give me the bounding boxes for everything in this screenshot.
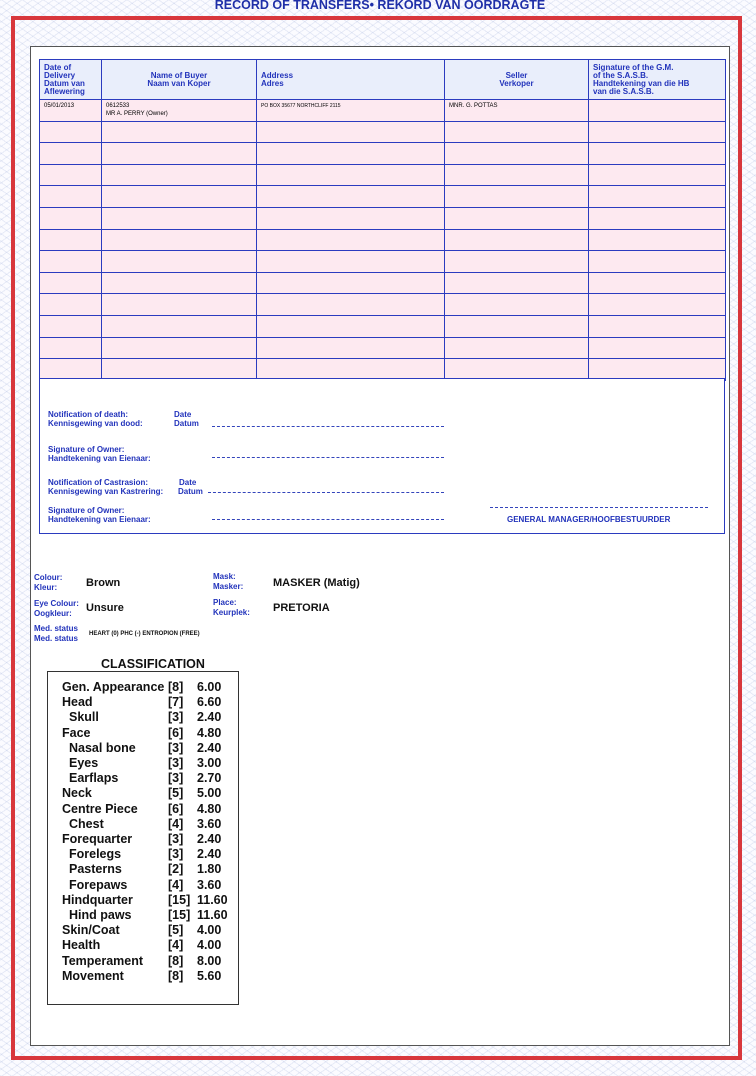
table-cell (589, 164, 726, 186)
classification-max: [8] (168, 968, 184, 983)
table-row (40, 143, 726, 165)
table-cell (589, 315, 726, 337)
table-cell (102, 186, 257, 208)
classification-score: 1.80 (197, 862, 222, 877)
table-cell (445, 164, 589, 186)
mask-value: MASKER (Matig) (273, 577, 360, 589)
classification-score: 3.00 (197, 756, 222, 770)
table-cell (40, 272, 102, 294)
table-cell (445, 229, 589, 251)
classification-score: 2.40 (197, 710, 222, 725)
classification-name: Forelegs (69, 847, 122, 862)
castration-date-label: Date Datum (178, 478, 203, 496)
classification-name: Face (62, 725, 91, 740)
table-cell (40, 207, 102, 229)
classification-name: Neck (62, 786, 92, 801)
colour-value: Brown (86, 577, 121, 589)
cell-buyer: 0612533 MR A. PERRY (Owner) (102, 100, 257, 122)
classification-max: [3] (168, 771, 184, 786)
table-cell (102, 315, 257, 337)
med-status-label: Med. status Med. status (34, 624, 79, 643)
classification-score: 5.00 (197, 786, 222, 801)
table-row (40, 100, 726, 122)
death-label: Notification of death: Kennisgewing van dood: (48, 410, 143, 428)
cell-seller: MNR. G. POTTAS (445, 100, 589, 122)
classification-max: [3] (168, 756, 184, 770)
table-row (40, 272, 726, 294)
table-cell (589, 229, 726, 251)
table-row (40, 164, 726, 186)
cell-signature (589, 100, 726, 122)
header-signature: Signature of the G.M. of the S.A.S.B. Handtekening van die HB van die S.A.S.B. (589, 60, 726, 100)
table-cell (102, 251, 257, 273)
classification-name: Centre Piece (62, 801, 138, 816)
table-cell (257, 337, 445, 359)
table-cell (257, 272, 445, 294)
table-cell (445, 186, 589, 208)
classification-score: 4.80 (197, 801, 222, 816)
classification-max: [3] (168, 710, 184, 725)
table-cell (445, 207, 589, 229)
table-cell (257, 121, 445, 143)
classification-score: 4.00 (197, 938, 222, 953)
table-cell (257, 164, 445, 186)
owner-signature-line-2[interactable] (212, 519, 444, 520)
table-cell (589, 121, 726, 143)
classification-max: [3] (168, 740, 184, 755)
table-cell (102, 121, 257, 143)
table-cell (445, 251, 589, 273)
table-cell (102, 229, 257, 251)
classification-max: [7] (168, 695, 184, 710)
table-cell (102, 359, 257, 381)
classification-name: Forequarter (62, 832, 133, 846)
table-row (40, 359, 726, 381)
classification-score: 11.60 (197, 908, 228, 922)
transfers-table (39, 59, 726, 381)
classification-score: 11.60 (197, 892, 228, 907)
classification-max: [8] (168, 953, 184, 968)
classification-name: Pasterns (69, 862, 122, 877)
classification-name: Skull (69, 710, 99, 725)
table-cell (102, 272, 257, 294)
classification-max: [6] (168, 801, 184, 816)
classification-max: [6] (168, 725, 184, 740)
classification-score: 3.60 (197, 877, 222, 892)
mask-label: Mask: Masker: (213, 572, 244, 591)
classification-name: Nasal bone (69, 740, 136, 755)
table-row (40, 337, 726, 359)
classification-max: [8] (168, 680, 184, 694)
classification-max: [3] (168, 847, 184, 862)
table-cell (589, 337, 726, 359)
table-cell (40, 164, 102, 186)
med-status-value: HEART (0) PHC (-) ENTROPION (FREE) (89, 631, 200, 637)
table-cell (445, 272, 589, 294)
classification-name: Skin/Coat (62, 923, 120, 938)
classification-name: Hindquarter (62, 892, 133, 907)
classification-name: Hind paws (69, 908, 132, 922)
classification-score: 2.40 (197, 832, 222, 846)
classification-max: [4] (168, 877, 184, 892)
classification-max: [5] (168, 786, 184, 801)
place-value: PRETORIA (273, 602, 330, 614)
table-cell (589, 143, 726, 165)
classification-title: CLASSIFICATION (101, 657, 205, 671)
table-row (40, 294, 726, 316)
eye-colour-value: Unsure (86, 602, 124, 614)
table-row (40, 251, 726, 273)
table-cell (40, 229, 102, 251)
table-cell (257, 315, 445, 337)
castration-date-line[interactable] (208, 492, 444, 493)
classification-name: Movement (62, 968, 124, 983)
death-date-line[interactable] (212, 426, 444, 427)
classification-score: 3.60 (197, 816, 222, 831)
table-cell (40, 121, 102, 143)
table-cell (40, 251, 102, 273)
table-cell (445, 337, 589, 359)
table-cell (257, 186, 445, 208)
classification-max: [15] (168, 892, 191, 907)
table-row (40, 315, 726, 337)
classification-max: [3] (168, 832, 184, 846)
table-row (40, 186, 726, 208)
table-cell (589, 294, 726, 316)
table-cell (40, 186, 102, 208)
general-manager-label: GENERAL MANAGER/HOOFBESTUURDER (507, 515, 671, 524)
classification-name: Gen. Appearance (62, 680, 165, 694)
table-cell (40, 337, 102, 359)
colour-label: Colour: Kleur: (34, 573, 63, 592)
classification-max: [4] (168, 816, 184, 831)
classification-max: [15] (168, 908, 191, 922)
owner-signature-label-1: Signature of Owner: Handtekening van Eienaar: (48, 445, 151, 463)
classification-name: Chest (69, 816, 104, 831)
cell-address: PO BOX 35677 NORTHCLIFF 2115 (257, 100, 445, 122)
place-label: Place: Keurplek: (213, 598, 250, 617)
table-cell (40, 359, 102, 381)
table-row (40, 229, 726, 251)
table-cell (589, 359, 726, 381)
table-cell (40, 143, 102, 165)
general-manager-signature-line[interactable] (490, 507, 708, 508)
table-cell (257, 207, 445, 229)
table-cell (102, 207, 257, 229)
classification-name: Eyes (69, 756, 99, 770)
table-cell (257, 143, 445, 165)
table-row (40, 207, 726, 229)
classification-score: 2.40 (197, 847, 222, 862)
table-cell (40, 294, 102, 316)
header-buyer: Name of Buyer Naam van Koper (102, 60, 257, 100)
table-cell (445, 315, 589, 337)
cell-date: 05/01/2013 (40, 100, 102, 122)
classification-score: 4.00 (197, 923, 222, 938)
table-cell (589, 251, 726, 273)
owner-signature-line-1[interactable] (212, 457, 444, 458)
table-cell (445, 359, 589, 381)
table-row (40, 121, 726, 143)
classification-name: Health (62, 938, 101, 953)
classification-score: 2.70 (197, 771, 222, 786)
table-cell (102, 337, 257, 359)
table-cell (40, 315, 102, 337)
table-header-row (40, 60, 726, 100)
table-cell (102, 143, 257, 165)
header-address: Address Adres (257, 60, 445, 100)
classification-score: 2.40 (197, 740, 222, 755)
table-cell (102, 294, 257, 316)
death-date-label: Date Datum (174, 410, 199, 428)
classification-name: Head (62, 695, 93, 710)
classification-score: 5.60 (197, 968, 222, 983)
classification-max: [5] (168, 923, 184, 938)
table-cell (445, 294, 589, 316)
classification-max: [4] (168, 938, 184, 953)
header-date: Date of Delivery Datum van Aflewering (40, 60, 102, 100)
table-cell (257, 294, 445, 316)
table-cell (445, 121, 589, 143)
table-cell (102, 164, 257, 186)
classification-name: Earflaps (69, 771, 119, 786)
classification-score: 4.80 (197, 725, 222, 740)
table-cell (257, 251, 445, 273)
classification-score: 6.60 (197, 695, 222, 710)
classification-box (47, 671, 239, 1005)
page-title: RECORD OF TRANSFERS• REKORD VAN OORDRAGTE (214, 0, 546, 12)
table-cell (589, 207, 726, 229)
table-cell (589, 272, 726, 294)
castration-label: Notification of Castrasion: Kennisgewing van Kastrering: (48, 478, 164, 496)
table-cell (257, 359, 445, 381)
classification-name: Forepaws (69, 877, 128, 892)
owner-signature-label-2: Signature of Owner: Handtekening van Eienaar: (48, 506, 151, 524)
header-seller: Seller Verkoper (445, 60, 589, 100)
table-cell (257, 229, 445, 251)
classification-score: 8.00 (197, 953, 222, 968)
eye-colour-label: Eye Colour: Oogkleur: (34, 599, 79, 618)
classification-name: Temperament (62, 953, 144, 968)
classification-max: [2] (168, 862, 184, 877)
classification-score: 6.00 (197, 680, 222, 694)
table-cell (589, 186, 726, 208)
table-cell (445, 143, 589, 165)
